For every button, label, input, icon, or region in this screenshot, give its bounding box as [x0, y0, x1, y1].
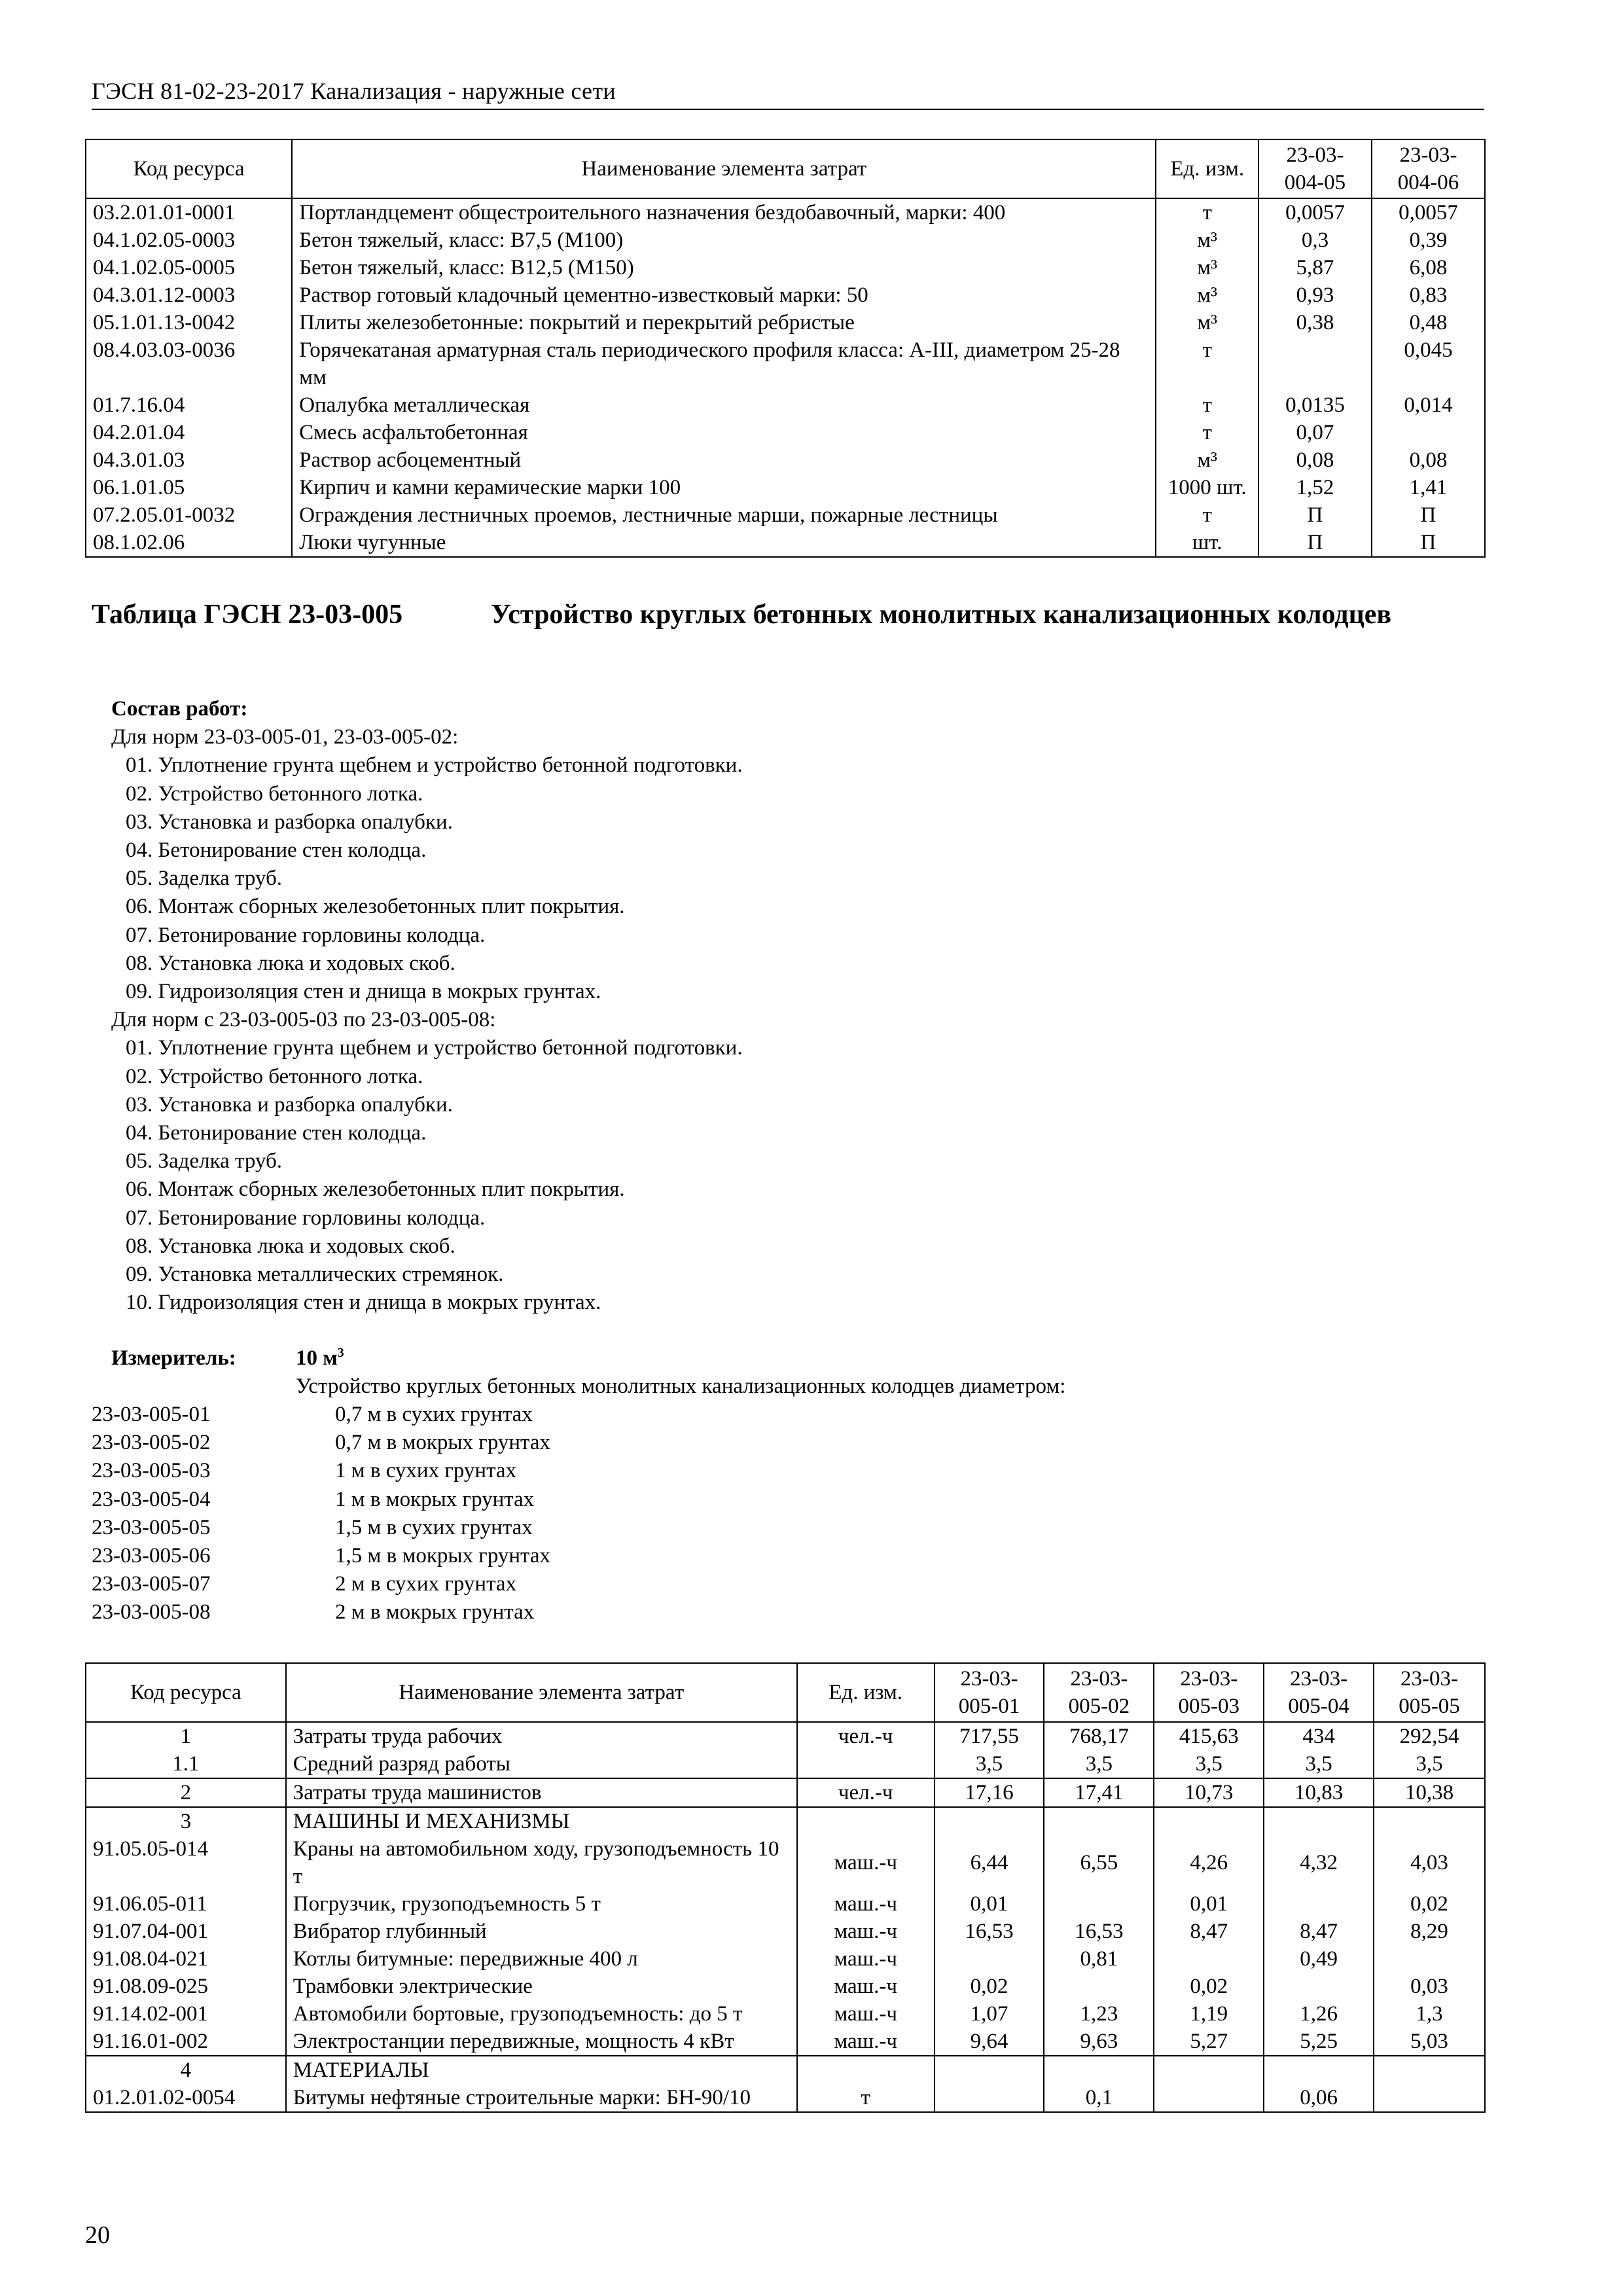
unit: маш.-ч: [797, 2000, 935, 2028]
resource-code: 04.3.01.03: [86, 446, 292, 474]
value-005-01: [935, 2056, 1044, 2084]
value-005-04: 3,5: [1264, 1750, 1374, 1778]
col-header: Ед. изм.: [797, 1663, 935, 1722]
works-item: 04. Бетонирование стен колодца.: [126, 838, 427, 863]
value-004-06: [1372, 419, 1485, 446]
value-005-01: 6,44: [935, 1835, 1044, 1890]
col-header: 23-03- 005-01: [935, 1663, 1044, 1722]
value-005-03: [1154, 1945, 1264, 1973]
resource-code: 04.1.02.05-0005: [86, 254, 292, 281]
value-005-05: 4,03: [1374, 1835, 1485, 1890]
unit: т: [1156, 336, 1258, 391]
value-005-01: [935, 1945, 1044, 1973]
resource-code: 04.3.01.12-0003: [86, 281, 292, 309]
cost-element-name: Горячекатаная арматурная сталь периодического профиля класса: А-III, диаметром 25-28 мм: [292, 336, 1156, 391]
resource-code: 01.2.01.02-0054: [86, 2084, 286, 2112]
value-005-04: 4,32: [1264, 1835, 1374, 1890]
value-005-01: [935, 1807, 1044, 1835]
norm-code: 23-03-005-01: [92, 1403, 211, 1426]
table-row: [86, 501, 1485, 529]
value-004-06: 0,08: [1372, 446, 1485, 474]
value-005-02: 6,55: [1044, 1835, 1154, 1890]
table-row: [86, 2000, 1485, 2028]
value-005-04: [1264, 1890, 1374, 1918]
value-005-04: 0,49: [1264, 1945, 1374, 1973]
value-004-06: 1,41: [1372, 474, 1485, 501]
norm-row: [92, 1598, 550, 1626]
value-004-06: 6,08: [1372, 254, 1485, 281]
cost-element-name: Котлы битумные: передвижные 400 л: [286, 1945, 797, 1973]
resource-code: 91.05.05-014: [86, 1835, 286, 1890]
value-004-05: 0,0057: [1258, 198, 1372, 226]
unit: т: [1156, 198, 1258, 226]
table-row: [86, 474, 1485, 501]
unit: т: [1156, 419, 1258, 446]
unit: [797, 1807, 935, 1835]
value-005-01: 0,01: [935, 1890, 1044, 1918]
value-005-01: 3,5: [935, 1750, 1044, 1778]
works-item: 10. Гидроизоляция стен и днища в мокрых грунтах.: [126, 1291, 601, 1315]
unit: шт.: [1156, 529, 1258, 557]
cost-element-name: Электростанции передвижные, мощность 4 кВт: [286, 2028, 797, 2056]
value-005-02: 16,53: [1044, 1918, 1154, 1945]
value-004-06: П: [1372, 529, 1485, 557]
cost-element-name: Вибратор глубинный: [286, 1918, 797, 1945]
unit: м³: [1156, 446, 1258, 474]
unit: чел.-ч: [797, 1722, 935, 1750]
table-row: [86, 226, 1485, 254]
table-row: [86, 336, 1485, 391]
value-004-05: 0,08: [1258, 446, 1372, 474]
value-004-05: 0,07: [1258, 419, 1372, 446]
resource-code: 91.14.02-001: [86, 2000, 286, 2028]
value-004-06: 0,48: [1372, 309, 1485, 336]
table-code: Таблица ГЭСН 23-03-005: [92, 600, 403, 630]
cost-element-name: Затраты труда машинистов: [286, 1778, 797, 1807]
table-row: [86, 1890, 1485, 1918]
cost-element-name: Трамбовки электрические: [286, 1973, 797, 2000]
resource-table-005-body: [86, 1722, 1485, 2112]
col-header: 23-03- 005-04: [1264, 1663, 1374, 1722]
value-004-05: П: [1258, 529, 1372, 557]
table-row: [86, 1973, 1485, 2000]
cost-element-name: Погрузчик, грузоподъемность 5 т: [286, 1890, 797, 1918]
value-004-06: 0,39: [1372, 226, 1485, 254]
value-005-01: 16,53: [935, 1918, 1044, 1945]
works-item: 05. Заделка труб.: [126, 1149, 283, 1174]
value-004-05: 0,38: [1258, 309, 1372, 336]
norm-row: [92, 1542, 550, 1570]
cost-element-name: МАШИНЫ И МЕХАНИЗМЫ: [286, 1807, 797, 1835]
resource-code: 91.08.04-021: [86, 1945, 286, 1973]
value-005-05: 292,54: [1374, 1722, 1485, 1750]
value-005-03: 1,19: [1154, 2000, 1264, 2028]
norm-row: [92, 1570, 550, 1598]
table-row: [86, 198, 1485, 226]
value-005-02: 9,63: [1044, 2028, 1154, 2056]
unit: маш.-ч: [797, 1973, 935, 2000]
resource-code: 04.2.01.04: [86, 419, 292, 446]
value-005-03: 415,63: [1154, 1722, 1264, 1750]
value-005-03: 10,73: [1154, 1778, 1264, 1807]
cost-element-name: Плиты железобетонные: покрытий и перекрытий ребристые: [292, 309, 1156, 336]
resource-code: 08.1.02.06: [86, 529, 292, 557]
value-005-03: 4,26: [1154, 1835, 1264, 1890]
norm-code: 23-03-005-06: [92, 1544, 211, 1568]
value-005-04: 5,25: [1264, 2028, 1374, 2056]
value-005-03: [1154, 2056, 1264, 2084]
header-rule: [92, 109, 1484, 110]
norm-description: 2 м в сухих грунтах: [335, 1572, 517, 1596]
value-004-06: 0,014: [1372, 391, 1485, 419]
col-header: Ед. изм.: [1156, 139, 1258, 198]
resource-code: 01.7.16.04: [86, 391, 292, 419]
table-row: [86, 281, 1485, 309]
value-005-04: 10,83: [1264, 1778, 1374, 1807]
col-header: 23-03- 005-05: [1374, 1663, 1485, 1722]
cost-element-name: Портландцемент общестроительного назначения бездобавочный, марки: 400: [292, 198, 1156, 226]
unit: м³: [1156, 309, 1258, 336]
norm-code: 23-03-005-04: [92, 1487, 211, 1511]
unit: чел.-ч: [797, 1778, 935, 1807]
cost-element-name: Смесь асфальтобетонная: [292, 419, 1156, 446]
resource-code: 91.08.09-025: [86, 1973, 286, 2000]
resource-code: 08.4.03.03-0036: [86, 336, 292, 391]
table-row: [86, 446, 1485, 474]
table-row: [86, 1945, 1485, 1973]
norm-code: 23-03-005-08: [92, 1600, 211, 1624]
value-005-05: [1374, 2056, 1485, 2084]
works-item: 09. Гидроизоляция стен и днища в мокрых грунтах.: [126, 980, 601, 1004]
value-005-05: 10,38: [1374, 1778, 1485, 1807]
works-item: 08. Установка люка и ходовых скоб.: [126, 951, 455, 975]
works-item: 07. Бетонирование горловины колодца.: [126, 923, 486, 947]
value-005-04: [1264, 1973, 1374, 2000]
value-005-05: 0,02: [1374, 1890, 1485, 1918]
works-list: [111, 723, 743, 1317]
norm-description: 0,7 м в мокрых грунтах: [335, 1431, 551, 1455]
works-item: 06. Монтаж сборных железобетонных плит покрытия.: [126, 1177, 625, 1202]
works-composition: [111, 695, 743, 1317]
resource-table-005-header: [86, 1663, 1485, 1722]
works-item: 09. Установка металлических стремянок.: [126, 1263, 504, 1287]
resource-code: 91.06.05-011: [86, 1890, 286, 1918]
works-item: 02. Устройство бетонного лотка.: [126, 781, 423, 806]
cost-element-name: Краны на автомобильном ходу, грузоподъемность 10 т: [286, 1835, 797, 1890]
value-004-06: П: [1372, 501, 1485, 529]
value-005-01: 0,02: [935, 1973, 1044, 2000]
value-005-04: [1264, 2056, 1374, 2084]
value-005-05: 0,03: [1374, 1973, 1485, 2000]
norm-description: 1 м в мокрых грунтах: [335, 1487, 535, 1511]
unit: т: [1156, 501, 1258, 529]
resource-code: 1.1: [86, 1750, 286, 1778]
resource-code: 2: [86, 1778, 286, 1807]
resource-table-005: [85, 1662, 1486, 2113]
value-005-02: [1044, 1973, 1154, 2000]
col-header: 23-03- 004-06: [1372, 139, 1485, 198]
value-005-01: [935, 2084, 1044, 2112]
norm-list: [92, 1401, 550, 1627]
unit: м³: [1156, 226, 1258, 254]
norm-code: 23-03-005-05: [92, 1515, 211, 1539]
works-item: 02. Устройство бетонного лотка.: [126, 1064, 423, 1088]
table-row: [86, 1835, 1485, 1890]
unit: маш.-ч: [797, 1890, 935, 1918]
unit: маш.-ч: [797, 2028, 935, 2056]
unit: м³: [1156, 281, 1258, 309]
table-row: [86, 2084, 1485, 2112]
resource-code: 04.1.02.05-0003: [86, 226, 292, 254]
value-005-02: [1044, 1807, 1154, 1835]
works-item: 08. Установка люка и ходовых скоб.: [126, 1234, 455, 1258]
works-item: 06. Монтаж сборных железобетонных плит покрытия.: [126, 895, 625, 919]
cost-element-name: Кирпич и камни керамические марки 100: [292, 474, 1156, 501]
table-title: [92, 597, 1512, 669]
works-item: 03. Установка и разборка опалубки.: [126, 810, 453, 834]
value-005-01: 1,07: [935, 2000, 1044, 2028]
value-005-02: 1,23: [1044, 2000, 1154, 2028]
value-004-05: 1,52: [1258, 474, 1372, 501]
table-row: [86, 1778, 1485, 1807]
cost-element-name: Раствор готовый кладочный цементно-известковый марки: 50: [292, 281, 1156, 309]
value-005-04: [1264, 1807, 1374, 1835]
meter-description: Устройство круглых бетонных монолитных канализационных колодцев диаметром:: [296, 1374, 1066, 1398]
works-item: 03. Установка и разборка опалубки.: [126, 1092, 453, 1117]
table-row: [86, 1918, 1485, 1945]
meter-value: 10 $м^3$: [296, 1346, 344, 1370]
table-row: [86, 254, 1485, 281]
works-item: 05. Заделка труб.: [126, 867, 283, 891]
value-005-05: 3,5: [1374, 1750, 1485, 1778]
resource-code: 1: [86, 1722, 286, 1750]
norm-description: 1,5 м в сухих грунтах: [335, 1515, 533, 1539]
value-005-03: 3,5: [1154, 1750, 1264, 1778]
unit: маш.-ч: [797, 1945, 935, 1973]
value-004-05: 0,0135: [1258, 391, 1372, 419]
cost-element-name: Затраты труда рабочих: [286, 1722, 797, 1750]
table-name: Устройство круглых бетонных монолитных канализационных колодцев: [491, 600, 1392, 630]
value-004-06: 0,83: [1372, 281, 1485, 309]
value-004-05: 0,93: [1258, 281, 1372, 309]
table-row: [86, 2056, 1485, 2084]
norm-code: 23-03-005-02: [92, 1431, 211, 1455]
value-004-05: [1258, 336, 1372, 391]
value-005-01: 717,55: [935, 1722, 1044, 1750]
works-item: 01. Уплотнение грунта щебнем и устройство бетонной подготовки.: [126, 1036, 743, 1060]
value-005-05: 5,03: [1374, 2028, 1485, 2056]
value-005-02: 0,1: [1044, 2084, 1154, 2112]
unit: [797, 1750, 935, 1778]
value-005-01: 17,16: [935, 1778, 1044, 1807]
norm-description: 1 м в сухих грунтах: [335, 1459, 517, 1483]
norm-description: 0,7 м в сухих грунтах: [335, 1403, 533, 1426]
value-004-06: 0,045: [1372, 336, 1485, 391]
table-row: [86, 529, 1485, 557]
value-004-05: 0,3: [1258, 226, 1372, 254]
norm-code: 23-03-005-07: [92, 1572, 211, 1596]
value-005-03: 0,02: [1154, 1973, 1264, 2000]
norm-description: 1,5 м в мокрых грунтах: [335, 1544, 551, 1568]
col-header: Наименование элемента затрат: [286, 1663, 797, 1722]
norm-code: 23-03-005-03: [92, 1459, 211, 1483]
resource-table-004-body: [86, 198, 1485, 557]
table-row: [86, 1807, 1485, 1835]
unit: 1000 шт.: [1156, 474, 1258, 501]
unit: т: [797, 2084, 935, 2112]
cost-element-name: МАТЕРИАЛЫ: [286, 2056, 797, 2084]
cost-element-name: Битумы нефтяные строительные марки: БН-90/10: [286, 2084, 797, 2112]
cost-element-name: Люки чугунные: [292, 529, 1156, 557]
unit: [797, 2056, 935, 2084]
col-header: 23-03- 005-03: [1154, 1663, 1264, 1722]
resource-code: 4: [86, 2056, 286, 2084]
col-header: 23-03- 004-05: [1258, 139, 1372, 198]
resource-code: 06.1.01.05: [86, 474, 292, 501]
col-header: Код ресурса: [86, 1663, 286, 1722]
value-004-05: 5,87: [1258, 254, 1372, 281]
resource-code: 07.2.05.01-0032: [86, 501, 292, 529]
norm-description: 2 м в мокрых грунтах: [335, 1600, 535, 1624]
value-004-06: 0,0057: [1372, 198, 1485, 226]
resource-table-004-header: [86, 139, 1485, 198]
works-item: 07. Бетонирование горловины колодца.: [126, 1206, 486, 1230]
meter-label: Измеритель:: [111, 1346, 236, 1370]
unit: маш.-ч: [797, 1835, 935, 1890]
value-005-05: 8,29: [1374, 1918, 1485, 1945]
value-005-02: 0,81: [1044, 1945, 1154, 1973]
value-005-05: [1374, 1807, 1485, 1835]
norm-row: [92, 1429, 550, 1457]
unit: т: [1156, 391, 1258, 419]
col-header: Наименование элемента затрат: [292, 139, 1156, 198]
resource-code: 03.2.01.01-0001: [86, 198, 292, 226]
value-005-03: 5,27: [1154, 2028, 1264, 2056]
value-005-03: 0,01: [1154, 1890, 1264, 1918]
value-005-03: [1154, 1807, 1264, 1835]
value-005-04: 0,06: [1264, 2084, 1374, 2112]
cost-element-name: Раствор асбоцементный: [292, 446, 1156, 474]
running-header: ГЭСН 81-02-23-2017 Канализация - наружные сети: [92, 78, 616, 104]
value-005-04: 8,47: [1264, 1918, 1374, 1945]
value-005-02: [1044, 2056, 1154, 2084]
works-item: 01. Уплотнение грунта щебнем и устройство бетонной подготовки.: [126, 753, 743, 778]
unit: м³: [1156, 254, 1258, 281]
value-005-02: 768,17: [1044, 1722, 1154, 1750]
page-number: 20: [85, 2221, 110, 2249]
value-005-02: [1044, 1890, 1154, 1918]
resource-code: 91.16.01-002: [86, 2028, 286, 2056]
table-row: [86, 391, 1485, 419]
unit: маш.-ч: [797, 1918, 935, 1945]
value-004-05: П: [1258, 501, 1372, 529]
works-title: Состав работ:: [111, 697, 248, 721]
table-row: [86, 1750, 1485, 1778]
norm-row: [92, 1401, 550, 1429]
col-header: Код ресурса: [86, 139, 292, 198]
value-005-05: [1374, 1945, 1485, 1973]
works-item: 04. Бетонирование стен колодца.: [126, 1121, 427, 1145]
cost-element-name: Автомобили бортовые, грузоподъемность: до 5 т: [286, 2000, 797, 2028]
resource-table-004: [85, 139, 1486, 558]
table-row: [86, 309, 1485, 336]
value-005-04: 1,26: [1264, 2000, 1374, 2028]
value-005-05: [1374, 2084, 1485, 2112]
value-005-03: [1154, 2084, 1264, 2112]
table-row: [86, 1722, 1485, 1750]
resource-code: 05.1.01.13-0042: [86, 309, 292, 336]
table-row: [86, 2028, 1485, 2056]
resource-code: 91.07.04-001: [86, 1918, 286, 1945]
col-header: 23-03- 005-02: [1044, 1663, 1154, 1722]
cost-element-name: Опалубка металлическая: [292, 391, 1156, 419]
value-005-03: 8,47: [1154, 1918, 1264, 1945]
cost-element-name: Бетон тяжелый, класс: В12,5 (М150): [292, 254, 1156, 281]
norm-row: [92, 1514, 550, 1542]
cost-element-name: Средний разряд работы: [286, 1750, 797, 1778]
works-group-label: Для норм с 23-03-005-03 по 23-03-005-08:: [111, 1008, 496, 1032]
value-005-02: 3,5: [1044, 1750, 1154, 1778]
value-005-01: 9,64: [935, 2028, 1044, 2056]
works-group-label: Для норм 23-03-005-01, 23-03-005-02:: [111, 725, 459, 749]
cost-element-name: Ограждения лестничных проемов, лестничные марши, пожарные лестницы: [292, 501, 1156, 529]
resource-code: 3: [86, 1807, 286, 1835]
norm-row: [92, 1457, 550, 1485]
table-row: [86, 419, 1485, 446]
value-005-05: 1,3: [1374, 2000, 1485, 2028]
value-005-02: 17,41: [1044, 1778, 1154, 1807]
norm-row: [92, 1486, 550, 1514]
value-005-04: 434: [1264, 1722, 1374, 1750]
cost-element-name: Бетон тяжелый, класс: В7,5 (М100): [292, 226, 1156, 254]
